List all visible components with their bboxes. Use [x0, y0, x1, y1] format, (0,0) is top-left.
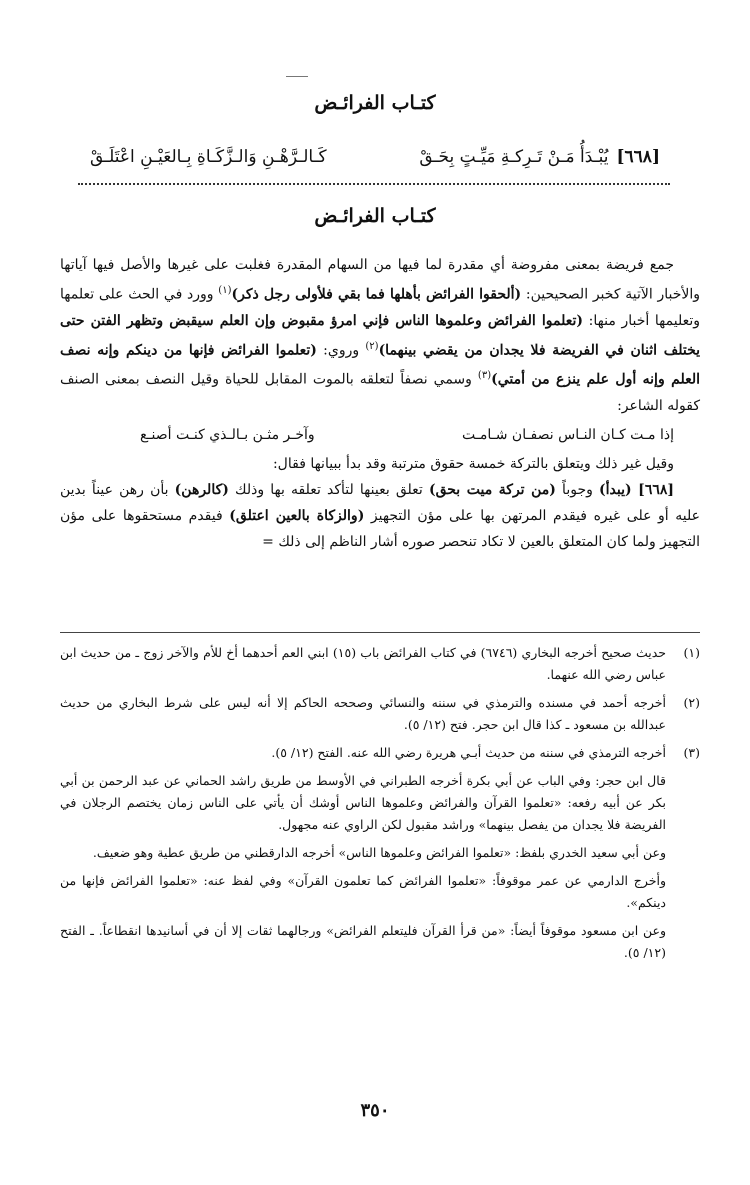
verse-first-hemistich: يُبْـدَأُ مَـنْ تَـرِكـةِ مَيِّـتٍ بِحَـقْ — [419, 147, 609, 167]
footnote-number: (٣) — [683, 745, 700, 760]
verse-quote: (يبدأ) — [599, 481, 632, 498]
page-number: ٣٥٠ — [360, 1100, 390, 1121]
poem-second-hemistich: وآخـر مثـن بـالـذي كنـت أصنـع — [140, 426, 315, 443]
poem-first-hemistich: إذا مـت كـان النـاس نصفـان شـامـت — [462, 426, 674, 443]
page-mark — [286, 76, 308, 77]
footnotes — [60, 642, 700, 970]
footnote-ref: (١) — [218, 285, 232, 296]
text-run: وجوباً — [555, 481, 600, 498]
footnote-text: حديث صحيح أخرجه البخاري (٦٧٤٦) في كتاب الفرائض باب (١٥) ابني العم أحدهما أخ للأم والآخر زوج ـ من حديث ابن عباس رضي الله عنهما. — [60, 645, 666, 682]
verse-quote: (والزكاة بالعين اعتلق) — [229, 507, 365, 524]
verse-number: [٦٦٨] — [616, 147, 660, 167]
paragraph-intro — [60, 252, 700, 419]
text-run: جمع فريضة بمعنى مفروضة أي مقدرة لما فيها من السهام المقدرة فغلبت على غيرها والأصل فيها آياتها والأخبار الآتية كخبر الصحيحين: — [60, 257, 701, 303]
text-run: بأن رهن عيناً بدين عليه أو على غيره فيقدم المرتهن بها على مؤن التجهيز — [60, 481, 701, 524]
dotted-divider — [78, 183, 670, 185]
main-text — [60, 252, 700, 555]
footnote-1 — [60, 642, 700, 686]
footnote-divider — [60, 632, 700, 633]
footnote-3 — [60, 742, 700, 764]
footnote-text: أخرجه أحمد في مسنده والترمذي في سننه والنسائي وصححه الحاكم إلا أنه ليس على شرط البخاري من حديث عبدالله بن مسعود ـ كذا قال ابن حجر. فتح (١٢/ ٥). — [60, 695, 666, 732]
text-run: وروي: — [316, 342, 366, 359]
footnote-3-detail: وعن أبي سعيد الخدري بلفظ: «تعلموا الفرائض وعلموها الناس» أخرجه الدارقطني من طريق عطية وهو ضعيف. — [92, 845, 666, 860]
section-title: كتـاب الفرائـض — [314, 205, 436, 227]
text-run: وورد في الحث على تعلمها وتعليمها أخبار منها: — [60, 286, 701, 329]
footnote-ref: (٢) — [365, 340, 379, 352]
poem-line — [60, 419, 700, 451]
verse-second-hemistich: كَـالـرَّهْـنِ وَالـزَّكَـاةِ بِـالعَيْـنِ اعْتَلَـقْ — [90, 147, 327, 167]
footnote-ref: (٣) — [477, 370, 492, 382]
verse-quote: (كالرهن) — [174, 481, 229, 498]
book-title: كتـاب الفرائـض — [314, 92, 436, 114]
hadith-quote: (تعلموا الفرائض وعلموها الناس فإني امرؤ مقبوض وإن العلم سيقبض وتظهر الفتن حتى يختلف اثنان في الفريضة فلا يجدان من يقضي بينهما) — [60, 312, 701, 359]
paragraph-commentary — [60, 477, 700, 555]
paragraph-rights: وقيل غير ذلك ويتعلق بالتركة خمسة حقوق مترتبة وقد بدأ ببيانها فقال: — [272, 455, 674, 472]
footnote-number: (١) — [683, 645, 700, 660]
footnote-3-detail: وعن ابن مسعود موقوفاً أيضاً: «من قرأ القرآن فليتعلم الفرائض» ورجالهما ثقات إلا أن في أسانيدها انقطاعاً. ـ الفتح (١٢/ ٥). — [60, 923, 666, 960]
verse-quote: (من تركة ميت بحق) — [428, 481, 556, 498]
verse-line — [90, 140, 660, 174]
hadith-quote: (ألحقوا الفرائض بأهلها فما بقي فلأولى رجل ذكر) — [231, 286, 522, 303]
text-run: فيقدم مستحقوها على مؤن التجهيز ولما كان المتعلق بالعين لا تكاد تنحصر صوره أشار الناظم إلى ذلك = — [60, 507, 700, 550]
verse-ref: [٦٦٨] — [631, 481, 674, 498]
text-run: تعلق بعينها لتأكد تعلقه بها وذلك — [228, 481, 429, 498]
verse-first-hemistich-wrap — [419, 147, 660, 167]
footnote-2 — [60, 692, 700, 736]
hadith-quote: (تعلموا الفرائض فإنها من دينكم وإنه نصف العلم وإنه أول علم ينزع من أمتي) — [60, 342, 700, 388]
text-run: وسمي نصفاً لتعلقه بالموت المقابل للحياة وقيل النصف بمعنى الصنف كقوله الشاعر: — [60, 371, 700, 414]
footnote-text: أخرجه الترمذي في سننه من حديث أبـي هريرة رضي الله عنه. الفتح (١٢/ ٥). — [271, 745, 666, 760]
footnote-3-detail: قال ابن حجر: وفي الباب عن أبي بكرة أخرجه الطبراني في الأوسط من طريق راشد الحماني عن عبد الرحمن بن أبي بكر عن أبيه رفعه: «تعلموا القرآن والفرائض وعلموها الناس أوشك أن يأتي على الناس زمان يختصم الرجلان في الفريضة فلا يجدان من يفصل بينهما» وراشد مقبول لكن الراوي عنه مجهول. — [60, 773, 666, 832]
footnote-number: (٢) — [683, 695, 700, 710]
footnote-3-detail: وأخرج الدارمي عن عمر موقوفاً: «تعلموا الفرائض كما تعلمون القرآن» وفي لفظ عنه: «تعلموا الفرائض فإنها من دينكم». — [60, 873, 666, 910]
